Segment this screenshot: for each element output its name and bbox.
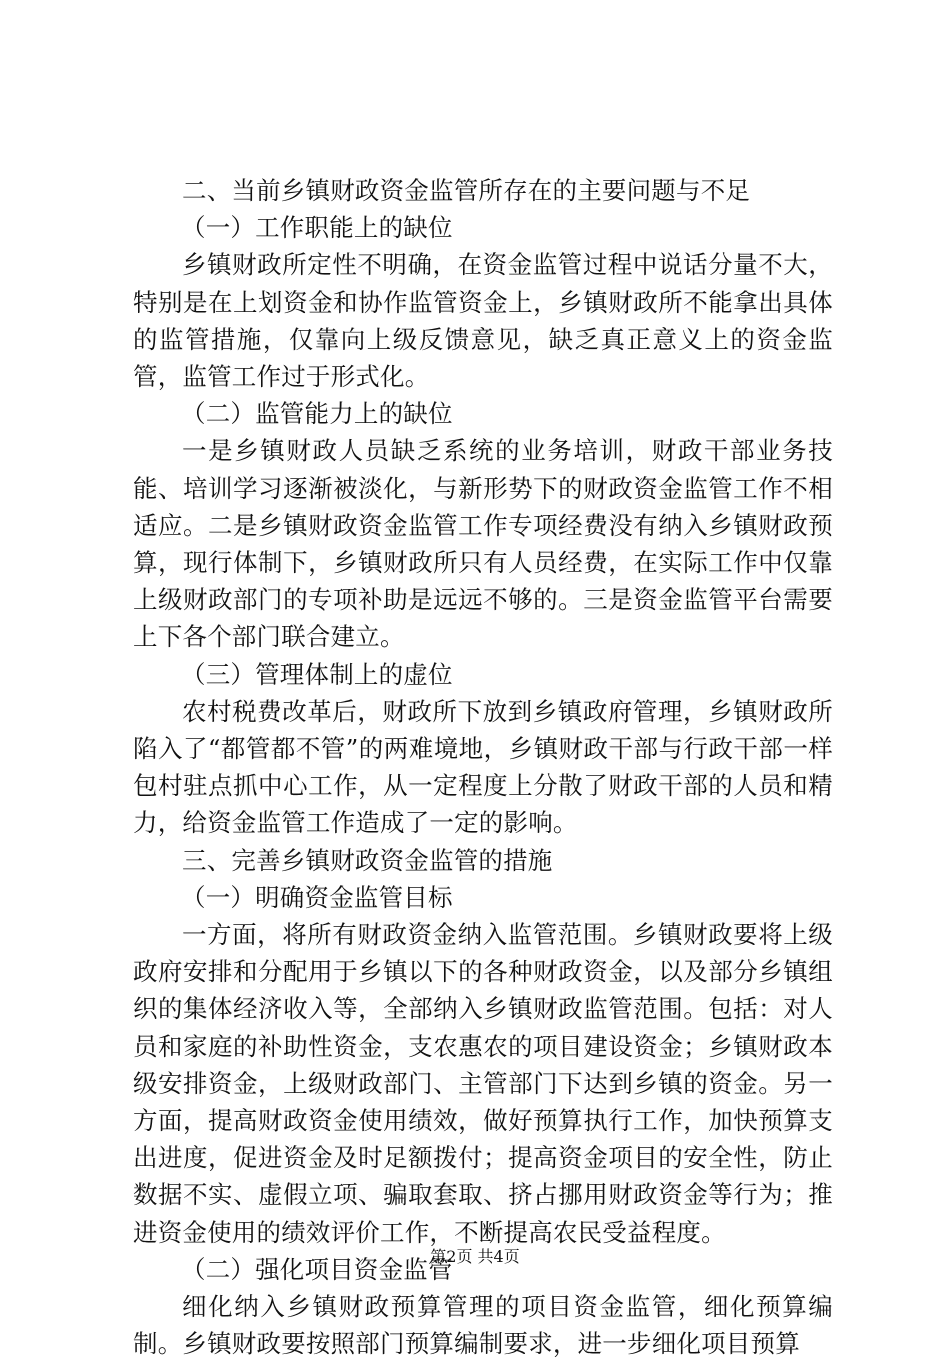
document-body: [133, 172, 833, 1363]
subsection-heading: （二）监管能力上的缺位: [181, 399, 453, 429]
subsection-heading: （一）工作职能上的缺位: [181, 213, 453, 243]
body-paragraph: 一是乡镇财政人员缺乏系统的业务培训，财政干部业务技能、培训学习逐渐被淡化，与新形势下的财政资金监管工作不相适应。二是乡镇财政资金监管工作专项经费没有纳入乡镇财政预算，现行体制下，乡镇财政所只有人员经费，在实际工作中仅靠上级财政部门的专项补助是远远不够的。三是资金监管平台需要上下各个部门联合建立。: [133, 436, 833, 652]
body-paragraph: 农村税费改革后，财政所下放到乡镇政府管理，乡镇财政所陷入了“都管都不管”的两难境地，乡镇财政干部与行政干部一样包村驻点抓中心工作，从一定程度上分散了财政干部的人员和精力，给资金监管工作造成了一定的影响。: [133, 696, 833, 838]
body-paragraph: 细化纳入乡镇财政预算管理的项目资金监管，细化预算编制。乡镇财政要按照部门预算编制要求，进一步细化项目预算: [133, 1292, 833, 1359]
section-heading: 三、完善乡镇财政资金监管的措施: [182, 845, 553, 875]
subsection-heading: （一）明确资金监管目标: [181, 882, 453, 912]
body-paragraph: 乡镇财政所定性不明确，在资金监管过程中说话分量不大，特别是在上划资金和协作监管资金上，乡镇财政所不能拿出具体的监管措施，仅靠向上级反馈意见，缺乏真正意义上的资金监管，监管工作过于形式化。: [133, 250, 833, 392]
body-paragraph: 一方面，将所有财政资金纳入监管范围。乡镇财政要将上级政府安排和分配用于乡镇以下的各种财政资金，以及部分乡镇组织的集体经济收入等，全部纳入乡镇财政监管范围。包括：对人员和家庭的补助性资金，支农惠农的项目建设资金；乡镇财政本级安排资金，上级财政部门、主管部门下达到乡镇的资金。另一方面，提高财政资金使用绩效，做好预算执行工作，加快预算支出进度，促进资金及时足额拨付；提高资金项目的安全性，防止数据不实、虚假立项、骗取套取、挤占挪用财政资金等行为；推进资金使用的绩效评价工作，不断提高农民受益程度。: [133, 920, 833, 1247]
page-number-footer: 第2页 共4页: [430, 1247, 520, 1266]
section-heading: 二、当前乡镇财政资金监管所存在的主要问题与不足: [182, 176, 751, 205]
subsection-heading: （三）管理体制上的虚位: [181, 659, 453, 689]
subsection-heading: （二）强化项目资金监管: [181, 1254, 453, 1284]
